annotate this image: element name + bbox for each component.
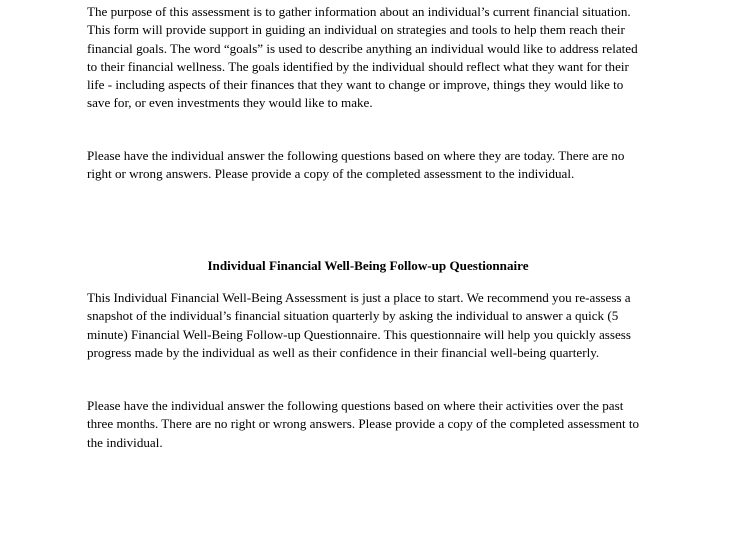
followup-instructions-paragraph: Please have the individual answer the following questions based on where their activities over the past three months. There are no right or wrong answers. Please provide a copy of the completed assessment to the individual.: [87, 398, 640, 450]
followup-intro-paragraph: This Individual Financial Well-Being Assessment is just a place to start. We recommend you re-assess a snapshot of the individual’s financial situation quarterly by asking the individual to answer a quick (5 minute) Financial Well-Being Follow-up Questionnaire. This questionnaire will help you quickly assess progress made by the individual as well as their confidence in their financial well-being quarterly.: [87, 290, 631, 360]
intro-purpose-paragraph: The purpose of this assessment is to gather information about an individual’s current financial situation. This form will provide support in guiding an individual on strategies and tools to help them reach their financial goals. The word “goals” is used to describe anything an individual would like to address related to their financial wellness. The goals identified by the individual should reflect what they want for their life - including aspects of their finances that they want to change or improve, things they would like to save for, or even investments they would like to make.: [87, 4, 638, 111]
intro-instructions-paragraph: Please have the individual answer the following questions based on where they are today. There are no right or wrong answers. Please provide a copy of the completed assessment to the individual.: [87, 148, 625, 182]
followup-section-heading: Individual Financial Well-Being Follow-up Questionnaire: [207, 258, 529, 273]
